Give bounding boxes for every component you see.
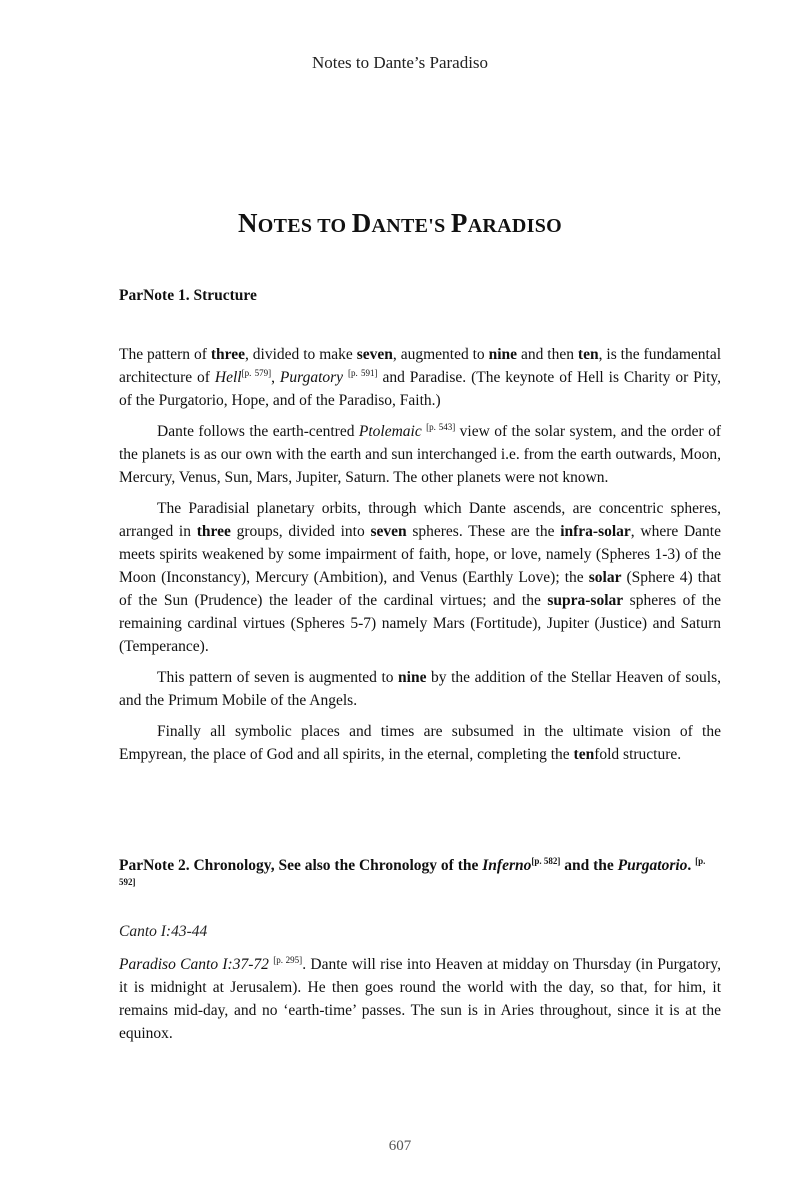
paragraph	[119, 420, 721, 489]
note2-heading	[119, 855, 719, 897]
inferno-link[interactable]: Inferno	[482, 857, 532, 874]
text: by the addition of the Stellar Heaven of souls, and the Primum Mobile of the Angels.	[119, 669, 721, 709]
page-ref[interactable]: [p. 579]	[241, 368, 272, 378]
bold-term: seven	[370, 523, 407, 540]
text: groups, divided into	[230, 523, 371, 540]
bold-term: three	[196, 523, 231, 540]
paragraph	[119, 953, 721, 1045]
title-part: P	[450, 208, 468, 238]
text: , divided to make	[245, 346, 357, 363]
bold-term: nine	[488, 346, 518, 363]
text: .	[687, 857, 692, 874]
text: and Paradise. (The keynote of Hell is Charity or Pity, of the Purgatorio, Hope, and of the Paradiso, Faith.)	[119, 369, 722, 409]
text: spheres of the remaining cardinal virtues (Spheres 5-7) namely Mars (Fortitude), Jupiter (Justice) and Saturn (Temperance).	[119, 592, 721, 655]
bold-term: solar	[588, 569, 622, 586]
text: The pattern of	[119, 346, 211, 363]
text: The Paradisial planetary orbits, through which Dante ascends, are concentric spheres, arranged in	[119, 500, 721, 540]
text: ParNote 2. Chronology, See also the Chronology of the	[119, 857, 483, 874]
title-part: ANTE'S	[371, 215, 451, 237]
page-ref[interactable]: [p. 592]	[119, 856, 706, 887]
text: spheres. These are the	[406, 523, 561, 540]
title-part: OTES	[257, 215, 313, 237]
text: (Sphere 4) that of the Sun (Prudence) the leader of the cardinal virtues; and the	[119, 569, 722, 609]
bold-term: supra-solar	[547, 592, 624, 609]
page-title	[0, 208, 800, 239]
hell-link[interactable]: Hell	[214, 369, 242, 386]
bold-term: three	[210, 346, 245, 363]
text: . Dante will rise into Heaven at midday on Thursday (in Purgatory, it is midnight at Jerusalem). He then goes round the world with the day, so that, for him, it remains mid-day, and no ‘earth-time’ passes. The sun is in Aries throughout, since it is at the equinox.	[119, 956, 722, 1042]
paragraph	[119, 666, 721, 712]
text: Finally all symbolic places and times are subsumed in the ultimate vision of the Empyrean, the place of God and all spirits, in the eternal, completing the	[119, 723, 721, 763]
text: and the	[560, 857, 618, 874]
bold-term: ten	[577, 346, 599, 363]
note2-body	[119, 953, 721, 1053]
page-ref[interactable]: [p. 295]	[273, 955, 303, 965]
text: view of the solar system, and the order of the planets is as our own with the earth and sun interchanged i.e. from the earth outwards, Moon, Mercury, Venus, Sun, Mars, Jupiter, Saturn. The other planets were not known.	[119, 423, 722, 486]
text: fold structure.	[594, 746, 682, 763]
page-ref[interactable]: [p. 591]	[348, 368, 378, 378]
note1-heading: ParNote 1. Structure	[119, 287, 257, 304]
bold-term: infra-solar	[560, 523, 631, 540]
paragraph	[119, 720, 721, 766]
text: , where Dante meets spirits weakened by some impairment of faith, hope, or love, namely (Spheres 1-3) of the Moon (Inconstancy), Mercury (Ambition), and Venus (Earthly Love); the	[119, 523, 721, 586]
title-part: ARADISO	[467, 215, 563, 237]
canto-label: Canto I:43-44	[119, 923, 208, 940]
bold-term: seven	[356, 346, 393, 363]
title-part: N	[237, 208, 258, 238]
page-ref[interactable]: [p. 543]	[426, 422, 456, 432]
ptolemaic-link[interactable]: Ptolemaic	[358, 423, 422, 440]
page-ref[interactable]: [p. 582]	[531, 856, 561, 866]
text: Dante follows the earth-centred	[157, 423, 359, 440]
title-part: TO	[312, 215, 352, 237]
text: , is the fundamental architecture of	[119, 346, 722, 386]
bold-term: ten	[573, 746, 595, 763]
running-head: Notes to Dante’s Paradiso	[311, 53, 489, 72]
text: This pattern of seven is augmented to	[157, 669, 399, 686]
bold-term: nine	[398, 669, 427, 686]
purgatorio-link[interactable]: Purgatorio	[617, 857, 688, 874]
text: ,	[271, 369, 280, 386]
paragraph	[119, 343, 721, 412]
canto-citation-link[interactable]: Paradiso Canto I:37-72	[119, 956, 269, 973]
note1-body	[119, 343, 721, 774]
paragraph	[119, 497, 721, 658]
purgatory-link[interactable]: Purgatory	[279, 369, 344, 386]
page-number: 607	[388, 1138, 412, 1154]
title-part: D	[351, 208, 372, 238]
text: and then	[517, 346, 578, 363]
text: , augmented to	[392, 346, 489, 363]
